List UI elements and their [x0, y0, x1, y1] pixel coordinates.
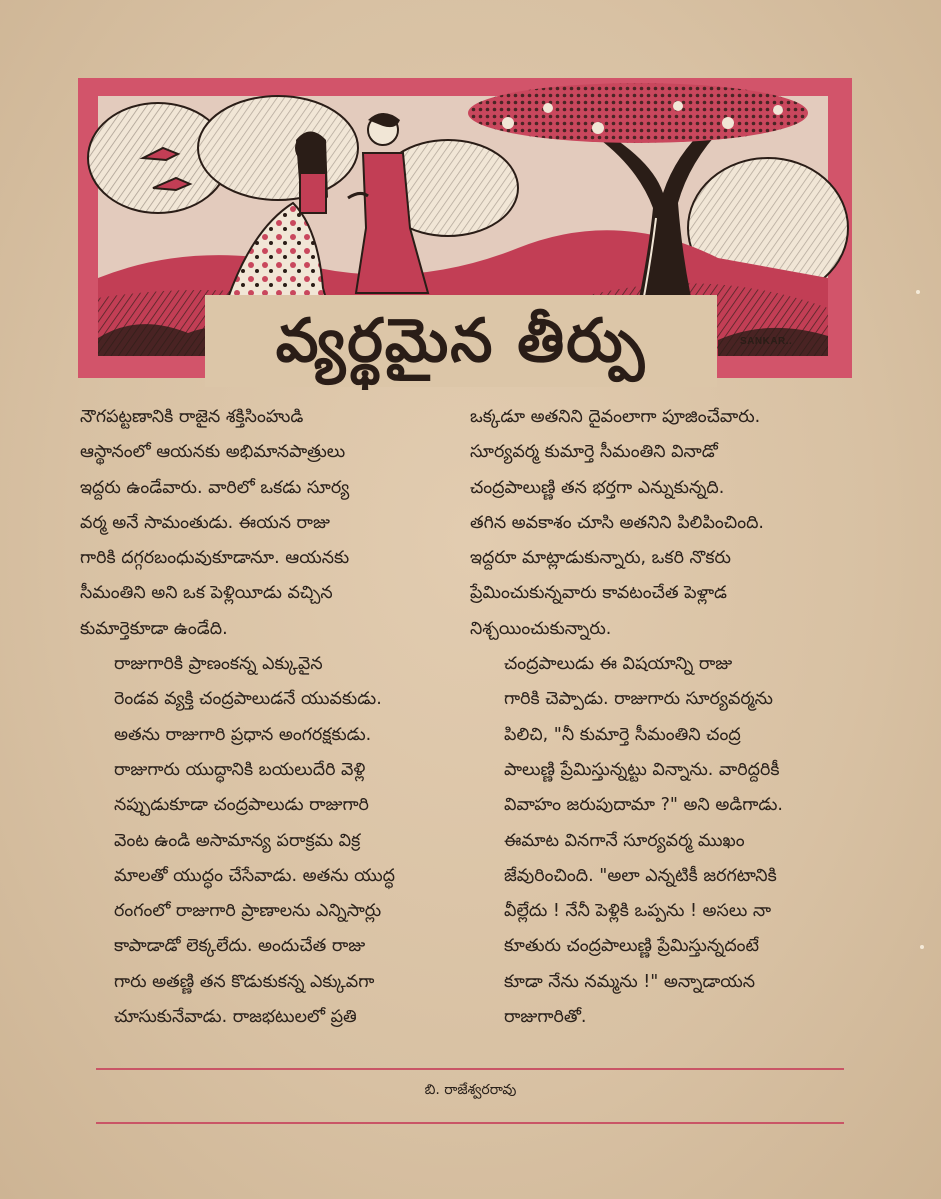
text-column-left [80, 400, 470, 1035]
divider-rule-top [96, 1068, 844, 1070]
paper-speck [916, 290, 920, 294]
paragraph: రాజుగారికి ప్రాణంకన్న ఎక్కువైన రెండవ వ్యక్తి చంద్రపాలుడనే యువకుడు. అతను రాజుగారి ప్రధాన అంగరక్షకుడు. రాజుగారు యుద్ధానికి బయలుదేరి వెళ్లి నప్పుడుకూడా చంద్రపాలుడు రాజుగారి వెంట ఉండి అసామాన్య పరాక్రమ విక్ర మాలతో యుద్ధం చేసేవాడు. అతను యుద్ధ రంగంలో రాజుగారి ప్రాణాలను ఎన్నిసార్లు కాపాడాడో లెక్కలేదు. అందుచేత రాజు గారు అతణ్ణి తన కొడుకుకన్న ఎక్కువగా చూసుకునేవాడు. రాజభటులలో ప్రతి [114, 654, 396, 1028]
paragraph: చంద్రపాలుడు ఈ విషయాన్ని రాజు గారికి చెప్పాడు. రాజుగారు సూర్యవర్మను పిలిచి, "నీ కుమార్తె సీమంతిని చంద్ర పాలుణ్ణి ప్రేమిస్తున్నట్టు విన్నాను. వారిద్దరికీ వివాహం జరుపుదామా ?" అని అడిగాడు. [504, 654, 783, 816]
paragraph: ఈమాట వినగానే సూర్యవర్మ ముఖం జేవురించింది. "అలా ఎన్నటికీ జరగటానికి వీల్లేదు ! నేనీ పెళ్లికి ఒప్పను ! అసలు నా కూతురు చంద్రపాలుణ్ణి ప్రేమిస్తున్నదంటే కూడా నేను నమ్మను !" అన్నాడాయన రాజుగారితో. [504, 830, 777, 1028]
story-title: వ్యర్థమైన తీర్పు [275, 306, 647, 376]
paper-speck [920, 945, 924, 949]
illustrator-signature: SANKAR.. [740, 336, 793, 347]
paragraph: ఒక్కడూ అతనిని దైవంలాగా పూజించేవారు. సూర్యవర్మ కుమార్తె సీమంతిని వినాడో చంద్రపాలుణ్ణి తన భర్తగా ఎన్నుకున్నది. తగిన అవకాశం చూసి అతనిని పిలిపించింది. ఇద్దరూ మాట్లాడుకున్నారు, ఒకరి నొకరు ప్రేమించుకున్నవారు కావటంచేత పెళ్లాడ నిశ్చయించుకున్నారు. [470, 407, 764, 639]
story-title-panel [205, 295, 717, 387]
divider-rule-bottom [96, 1122, 844, 1124]
text-column-right [470, 400, 848, 1035]
author-credit: బి. రాజేశ్వరరావు [424, 1082, 517, 1098]
paragraph: నౌగపట్టణానికి రాజైన శక్తిసింహుడి ఆస్థానంలో ఆయనకు అభిమానపాత్రులు ఇద్దరు ఉండేవారు. వారిలో ఒకడు సూర్య వర్మ అనే సామంతుడు. ఈయన రాజు గారికి దగ్గరబంధువుకూడానూ. ఆయనకు సీమంతిని అని ఒక పెళ్లియీడు వచ్చిన కుమార్తెకూడా ఉండేది. [80, 407, 350, 639]
